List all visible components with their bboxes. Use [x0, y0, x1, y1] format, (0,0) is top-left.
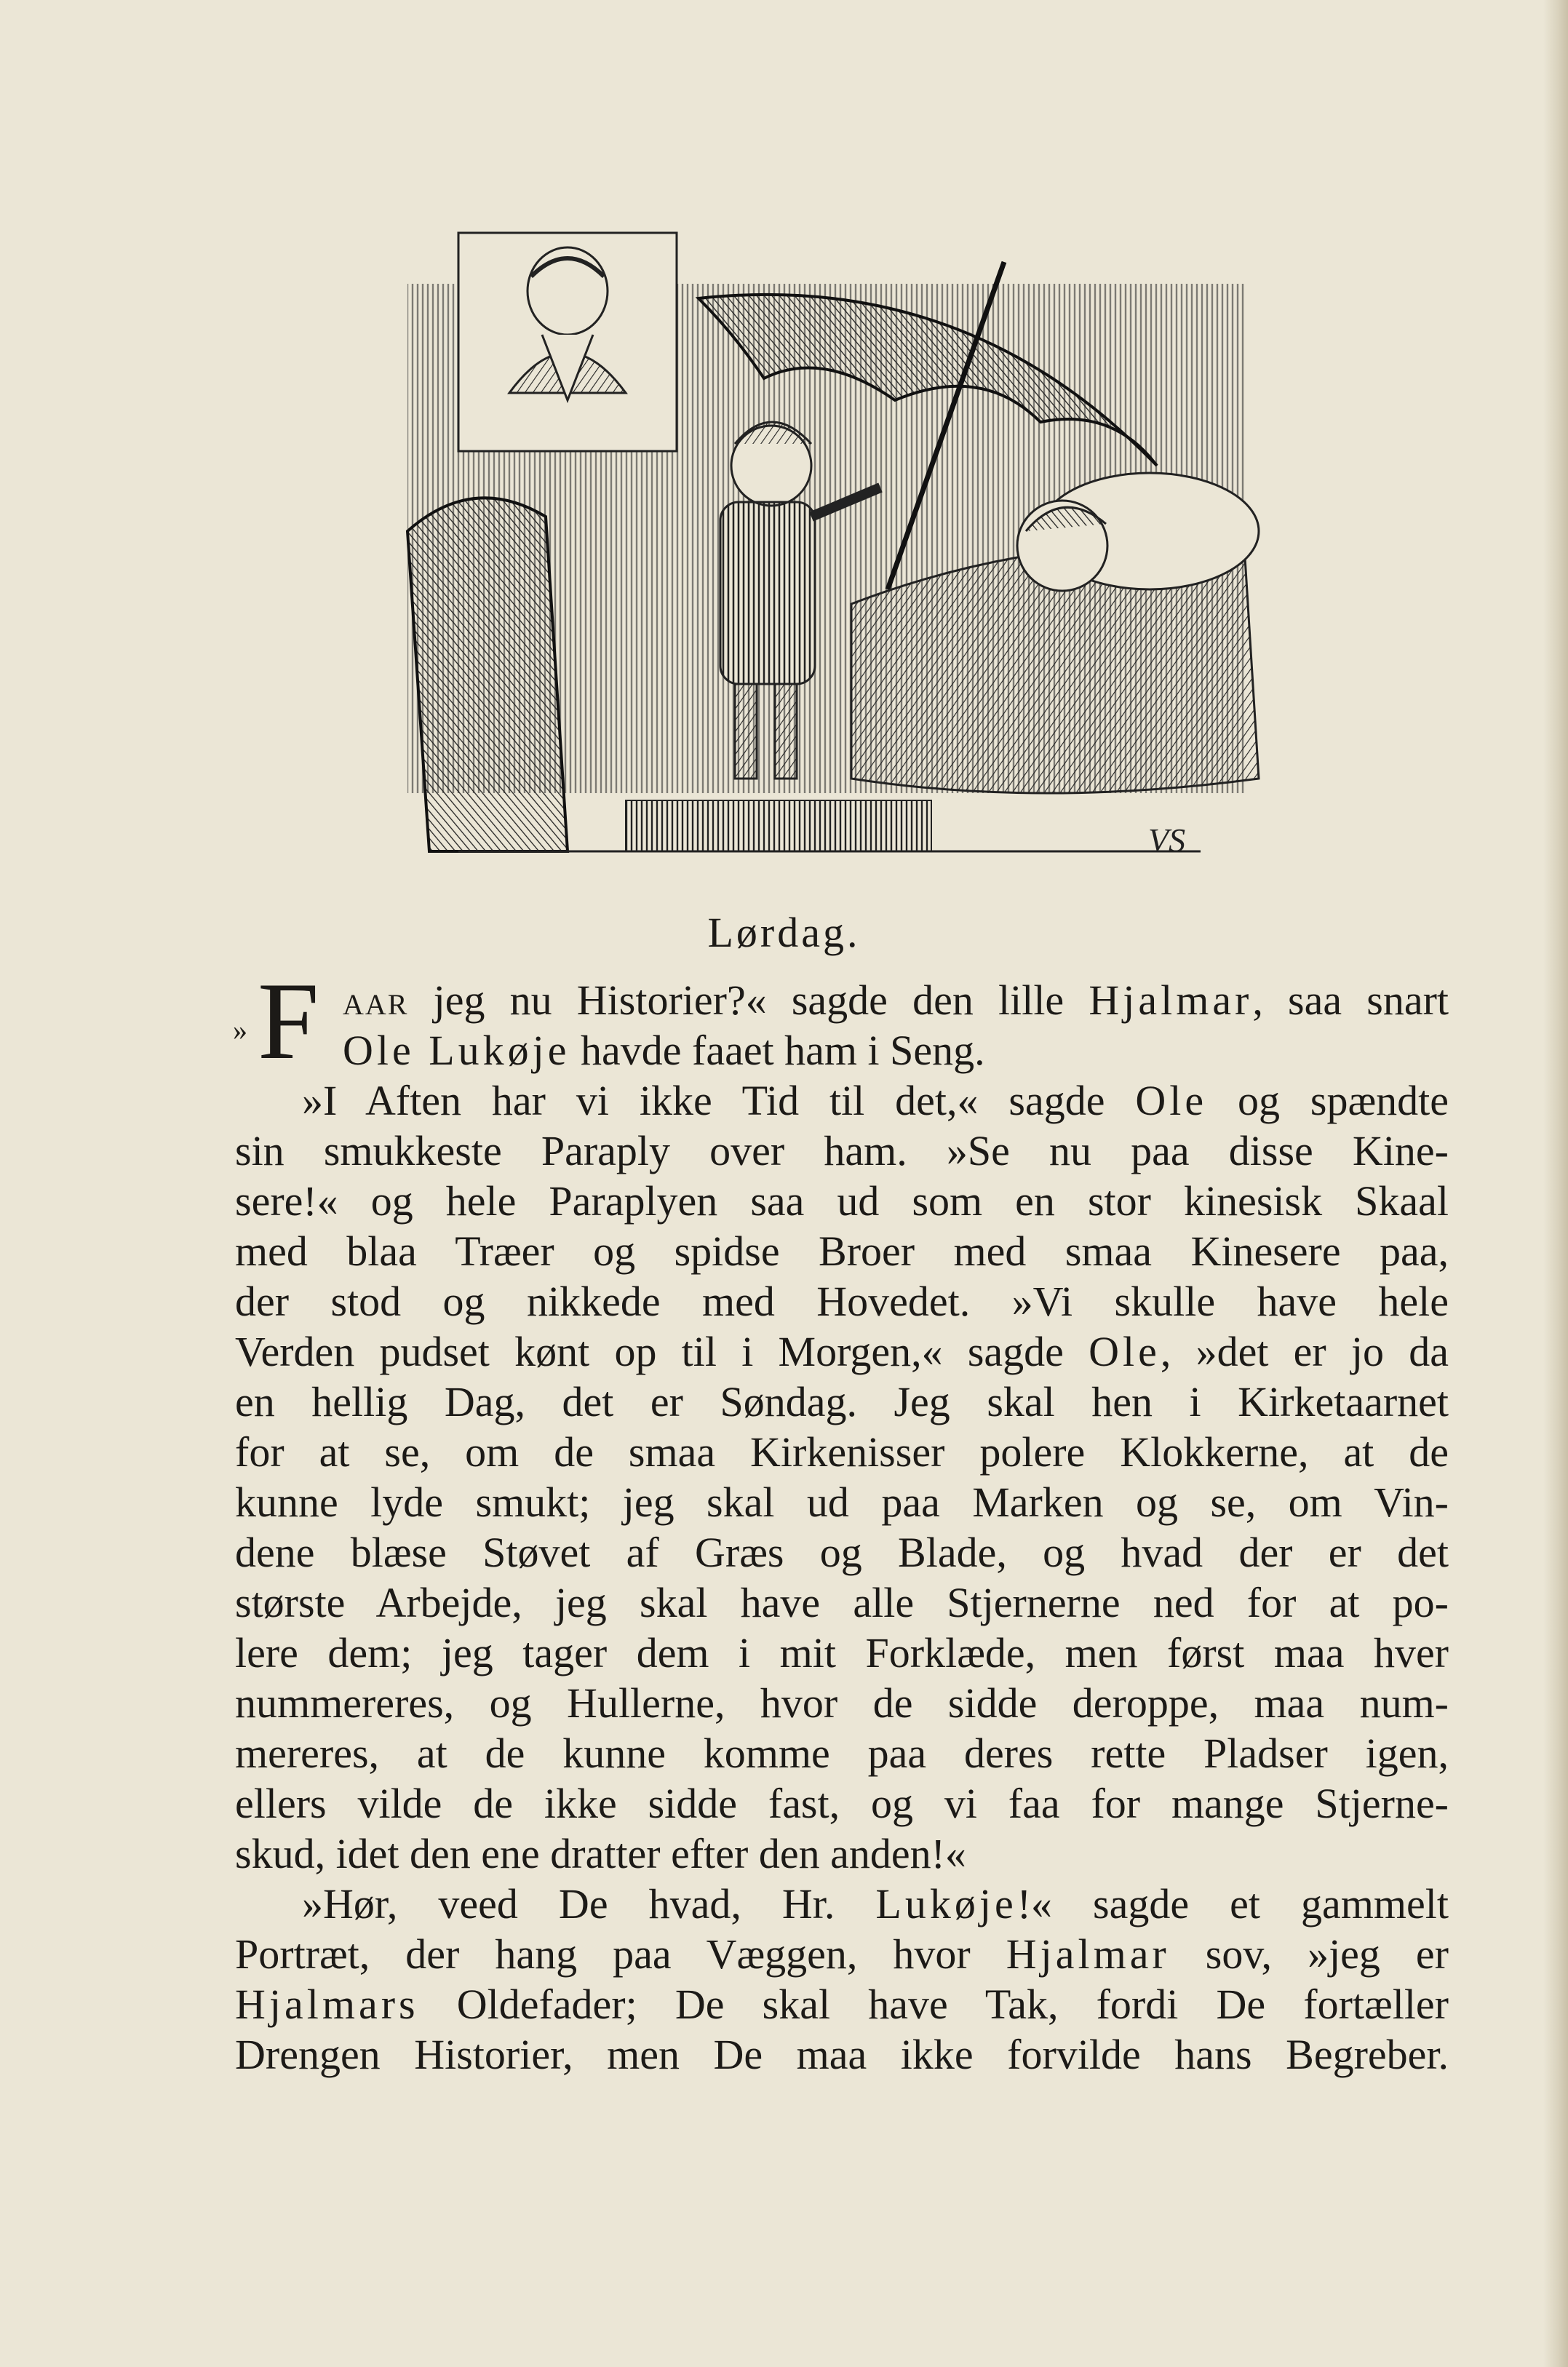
text-line: Verden pudset kønt op til i Morgen,« sagde Ole, »det er jo da — [235, 1328, 1449, 1375]
text-line: skud, idet den ene dratter efter den anden!« — [235, 1830, 966, 1877]
text-line: nummereres, og Hullerne, hvor de sidde deroppe, maa num- — [235, 1679, 1449, 1727]
text-line: lere dem; jeg tager dem i mit Forklæde, men først maa hver — [235, 1629, 1449, 1676]
engraving-illustration — [386, 226, 1281, 880]
text-line: med blaa Træer og spidse Broer med smaa Kinesere paa, — [235, 1228, 1449, 1275]
text-line: mereres, at de kunne komme paa deres rette Pladser igen, — [235, 1730, 1449, 1777]
drop-cap-letter: F — [258, 960, 319, 1082]
opening-quote-mark: » — [233, 1014, 247, 1046]
chapter-title: Lørdag. — [707, 909, 861, 956]
text-line: dene blæse Støvet af Græs og Blade, og hvad der er det — [235, 1529, 1449, 1576]
drop-cap-small-caps: AAR — [343, 988, 409, 1021]
illustrator-signature: VS — [1148, 822, 1186, 859]
text-line: Portræt, der hang paa Væggen, hvor Hjalmar sov, »jeg er — [235, 1930, 1449, 1978]
text-line: AAR jeg nu Historier?« sagde den lille Hjalmar, saa snart — [343, 976, 1449, 1024]
page-edge — [1543, 0, 1568, 2367]
text-line: der stod og nikkede med Hovedet. »Vi skulle have hele — [235, 1278, 1449, 1325]
text-line: sin smukkeste Paraply over ham. »Se nu paa disse Kine- — [235, 1127, 1449, 1174]
text-line: »Hør, veed De hvad, Hr. Lukøje!« sagde et gammelt — [302, 1880, 1449, 1928]
text-line: Drengen Historier, men De maa ikke forvilde hans Begreber. — [235, 2031, 1449, 2078]
text-line: ellers vilde de ikke sidde fast, og vi faa for mange Stjerne- — [235, 1780, 1449, 1827]
text-line: for at se, om de smaa Kirkenisser polere Klokkerne, at de — [235, 1428, 1449, 1476]
text-line: Hjalmars Oldefader; De skal have Tak, fordi De fortæller — [235, 1981, 1449, 2028]
text-line: Ole Lukøje havde faaet ham i Seng. — [343, 1027, 985, 1074]
text-line: sere!« og hele Paraplyen saa ud som en stor kinesisk Skaal — [235, 1177, 1449, 1225]
body-text — [235, 960, 1449, 2080]
text-line: største Arbejde, jeg skal have alle Stjernerne ned for at po- — [235, 1579, 1449, 1626]
text-line: en hellig Dag, det er Søndag. Jeg skal hen i Kirketaarnet — [235, 1378, 1449, 1425]
text-line: »I Aften har vi ikke Tid til det,« sagde Ole og spændte — [302, 1077, 1449, 1124]
text-line: kunne lyde smukt; jeg skal ud paa Marken og se, om Vin- — [235, 1479, 1449, 1526]
